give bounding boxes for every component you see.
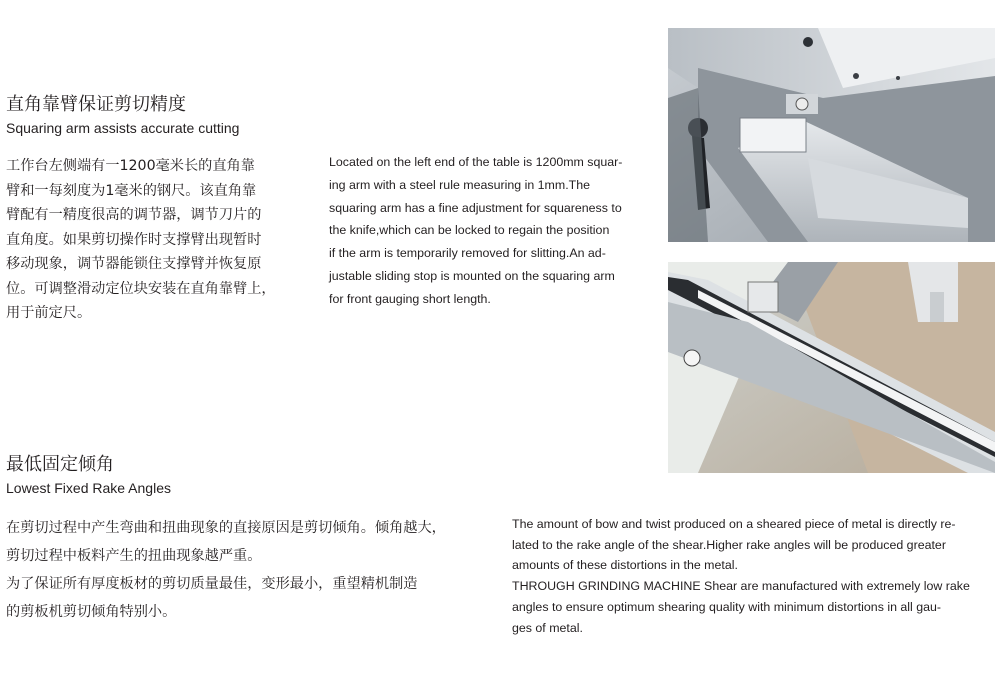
body-zh-line: 在剪切过程中产生弯曲和扭曲现象的直接原因是剪切倾角。倾角越大， bbox=[6, 520, 446, 536]
section1-title-en: Squaring arm assists accurate cutting bbox=[6, 120, 240, 136]
body-zh-line: 的剪板机剪切倾角特别小。 bbox=[6, 604, 177, 620]
body-en-line: if the arm is temporarily removed for slitting.An ad- bbox=[329, 246, 606, 261]
section2-title-zh: 最低固定倾角 bbox=[6, 454, 114, 475]
section2-title-en: Lowest Fixed Rake Angles bbox=[6, 480, 171, 496]
body-zh-line: 剪切过程中板料产生的扭曲现象越严重。 bbox=[6, 548, 262, 564]
body-zh-line: 位。可调整滑动定位块安装在直角靠臂上， bbox=[6, 280, 276, 297]
body-zh-line: 移动现象，调节器能锁住支撑臂并恢复原 bbox=[6, 256, 262, 272]
section1-body-zh bbox=[6, 154, 276, 326]
section1-title-zh: 直角靠臂保证剪切精度 bbox=[6, 94, 186, 115]
body-en-line: The amount of bow and twist produced on a sheared piece of metal is directly re- bbox=[512, 517, 956, 531]
section2-body-zh bbox=[6, 514, 446, 626]
body-en-line: for front gauging short length. bbox=[329, 291, 491, 306]
section2-body-en bbox=[512, 514, 970, 638]
body-en-line: amounts of these distortions in the metal. bbox=[512, 558, 738, 573]
body-en-line: justable sliding stop is mounted on the squaring arm bbox=[329, 268, 615, 283]
body-en-line: Located on the left end of the table is 1200mm squar- bbox=[329, 155, 623, 169]
body-en-line: squaring arm has a fine adjustment for squareness to bbox=[329, 200, 622, 215]
section1-body-en bbox=[329, 151, 622, 311]
body-en-line: angles to ensure optimum shearing quality with minimum distortions in all gau- bbox=[512, 599, 942, 614]
body-en-line: lated to the rake angle of the shear.Higher rake angles will be produced greater bbox=[512, 537, 946, 552]
body-zh-line: 臂配有一精度很高的调节器，调节刀片的 bbox=[6, 207, 262, 223]
body-zh-line: 工作台左侧端有一1200毫米长的直角靠 bbox=[6, 158, 255, 174]
body-en-line: ges of metal. bbox=[512, 620, 583, 635]
squaring-arm-photo bbox=[668, 28, 995, 242]
body-zh-line: 为了保证所有厚度板材的剪切质量最佳，变形最小，重望精机制造 bbox=[6, 576, 418, 592]
sliding-stop-rule-photo bbox=[668, 262, 995, 473]
body-zh-line: 用于前定尺。 bbox=[6, 305, 92, 321]
body-en-line: the knife,which can be locked to regain the position bbox=[329, 223, 610, 238]
body-zh-line: 直角度。如果剪切操作时支撑臂出现暂时 bbox=[6, 231, 262, 248]
body-zh-line: 臂和一每刻度为1毫米的钢尺。该直角靠 bbox=[6, 182, 257, 199]
body-en-line: THROUGH GRINDING MACHINE Shear are manufactured with extremely low rake bbox=[512, 579, 970, 594]
body-en-line: ing arm with a steel rule measuring in 1mm.The bbox=[329, 177, 590, 192]
